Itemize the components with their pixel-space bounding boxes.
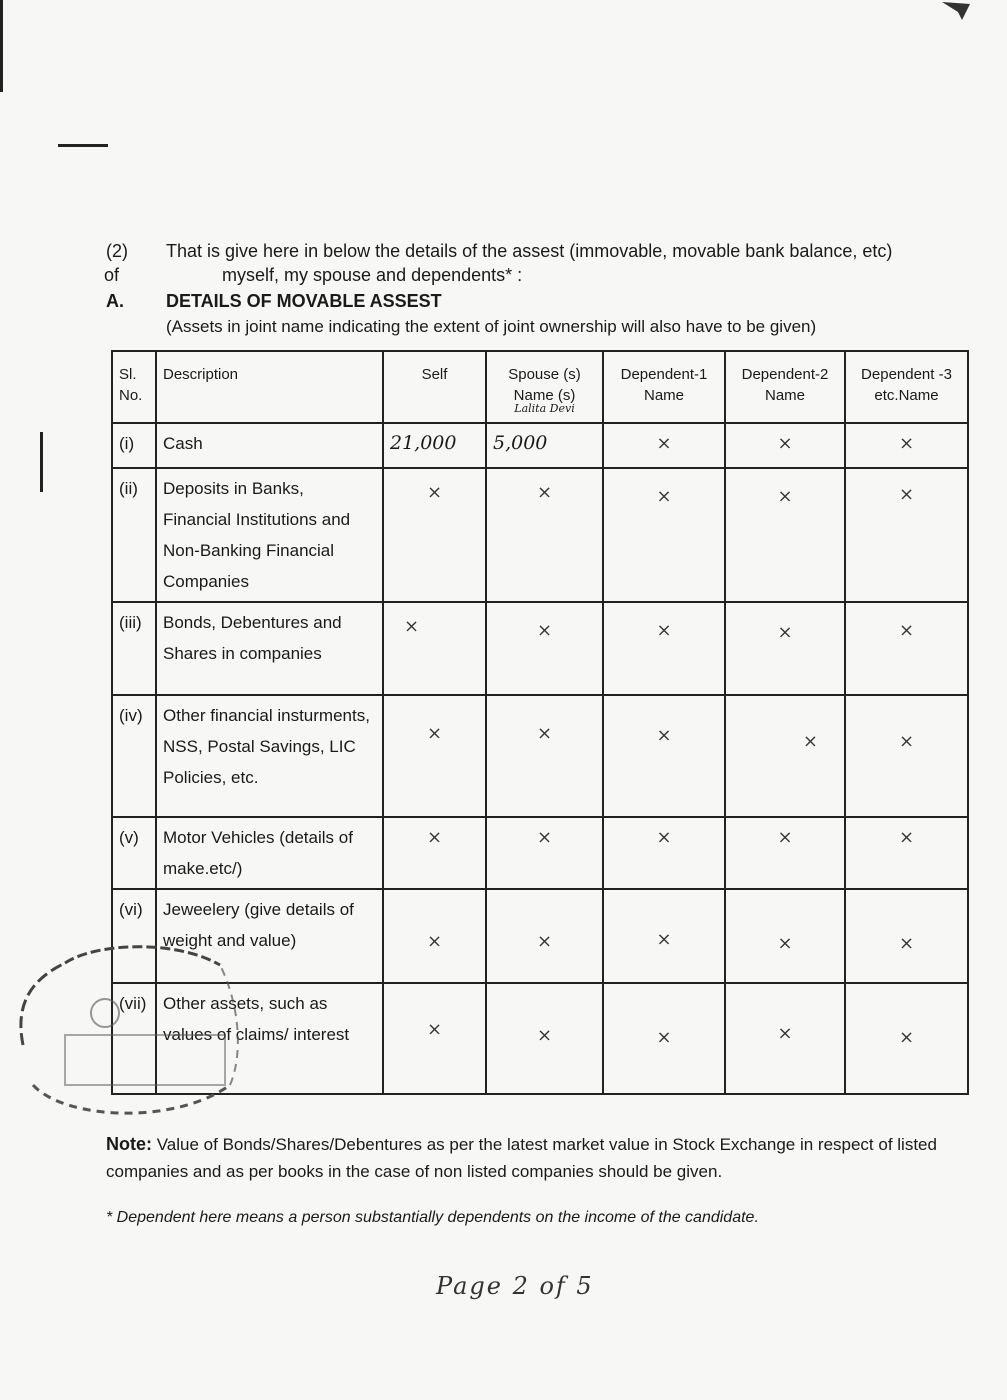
cell-dependent-3-value: × [845,695,968,817]
clause-number: (2) [106,241,128,261]
cell-dependent-2-value: × [725,423,845,468]
cell-spouse-value: × [486,602,603,695]
cell-dependent-2-value: × [725,695,845,817]
cell-spouse-value: × [486,817,603,889]
cell-dependent-3-value: × [845,817,968,889]
cell-dependent-1-value: × [603,423,725,468]
row-sl-no: (iii) [112,602,156,695]
cell-dependent-3-value: × [845,602,968,695]
header-dependent-1: Dependent-1 Name [603,351,725,423]
row-description: Deposits in Banks, Financial Institutions and Non-Banking Financial Companies [156,468,383,602]
scan-tick-mark [40,432,43,492]
cell-spouse-value: 5,000 [486,423,603,468]
cell-self-value: × [383,983,486,1094]
header-sl-no: Sl. No. [112,351,156,423]
row-description: Cash [156,423,383,468]
row-sl-no: (v) [112,817,156,889]
cell-dependent-1-value: × [603,468,725,602]
cell-dependent-2-value: × [725,602,845,695]
table-header-row [112,351,968,423]
row-sl-no: (ii) [112,468,156,602]
header-spouse-label: Spouse (s) Name (s) [508,366,581,404]
row-description: Other financial insturments, NSS, Postal Savings, LIC Policies, etc. [156,695,383,817]
cell-dependent-2-value: × [725,468,845,602]
cell-dependent-2-value: × [725,889,845,983]
row-sl-no: (vii) [112,983,156,1094]
header-description: Description [156,351,383,423]
header-self: Self [383,351,486,423]
table-row [112,817,968,889]
intro-text: That is give here in below the details of the assest (immovable, movable bank balance, etc) [166,241,893,261]
cell-dependent-3-value: × [845,889,968,983]
cell-self-value: × [383,889,486,983]
intro-of: of [104,265,120,285]
header-spouse [486,351,603,423]
cell-self-value: × [383,602,486,695]
cell-dependent-1-value: × [603,695,725,817]
table-row [112,889,968,983]
cell-spouse-value: × [486,468,603,602]
cell-spouse-value: × [486,983,603,1094]
cell-dependent-2-value: × [725,983,845,1094]
note-text: Value of Bonds/Shares/Debentures as per the latest market value in Stock Exchange in respect of listed companies and as per books in the case of non listed companies should be given. [106,1135,937,1181]
dependent-footnote: * Dependent here means a person substantially dependents on the income of the candidate. [106,1209,759,1226]
cell-dependent-1-value: × [603,889,725,983]
cell-self-value: × [383,695,486,817]
cell-dependent-3-value: × [845,468,968,602]
section-title: DETAILS OF MOVABLE ASSEST [166,291,442,311]
table-row [112,983,968,1094]
row-description: Motor Vehicles (details of make.etc/) [156,817,383,889]
table-row [112,602,968,695]
row-sl-no: (iv) [112,695,156,817]
cell-dependent-1-value: × [603,817,725,889]
cell-dependent-3-value: × [845,983,968,1094]
cell-self-value: × [383,817,486,889]
header-dependent-3: Dependent -3 etc.Name [845,351,968,423]
row-description: Jeweelery (give details of weight and value) [156,889,383,983]
scan-dash-mark [58,144,108,147]
note-label: Note: [106,1134,152,1154]
cell-spouse-value: × [486,695,603,817]
cell-dependent-3-value: × [845,423,968,468]
handwritten-page-number: Page 2 of 5 [436,1272,594,1300]
row-sl-no: (vi) [112,889,156,983]
scan-edge-line [0,0,3,92]
table-row [112,468,968,602]
cell-dependent-1-value: × [603,602,725,695]
cell-dependent-2-value: × [725,817,845,889]
header-dependent-2: Dependent-2 Name [725,351,845,423]
row-description: Bonds, Debentures and Shares in companies [156,602,383,695]
cell-self-value: 21,000 [383,423,486,468]
note-block [106,1131,976,1185]
section-letter: A. [106,291,124,311]
row-sl-no: (i) [112,423,156,468]
handwritten-spouse-name: Lalita Devi [514,402,575,415]
movable-assets-table [111,350,969,1095]
table-row [112,423,968,468]
cell-self-value: × [383,468,486,602]
cell-dependent-1-value: × [603,983,725,1094]
cell-spouse-value: × [486,889,603,983]
section-subtitle: (Assets in joint name indicating the extent of joint ownership will also have to be given) [166,317,817,336]
scan-blot [940,0,980,22]
table-row [112,695,968,817]
row-description: Other assets, such as values of claims/ interest [156,983,383,1094]
intro-text-continued: myself, my spouse and dependents* : [222,265,523,285]
